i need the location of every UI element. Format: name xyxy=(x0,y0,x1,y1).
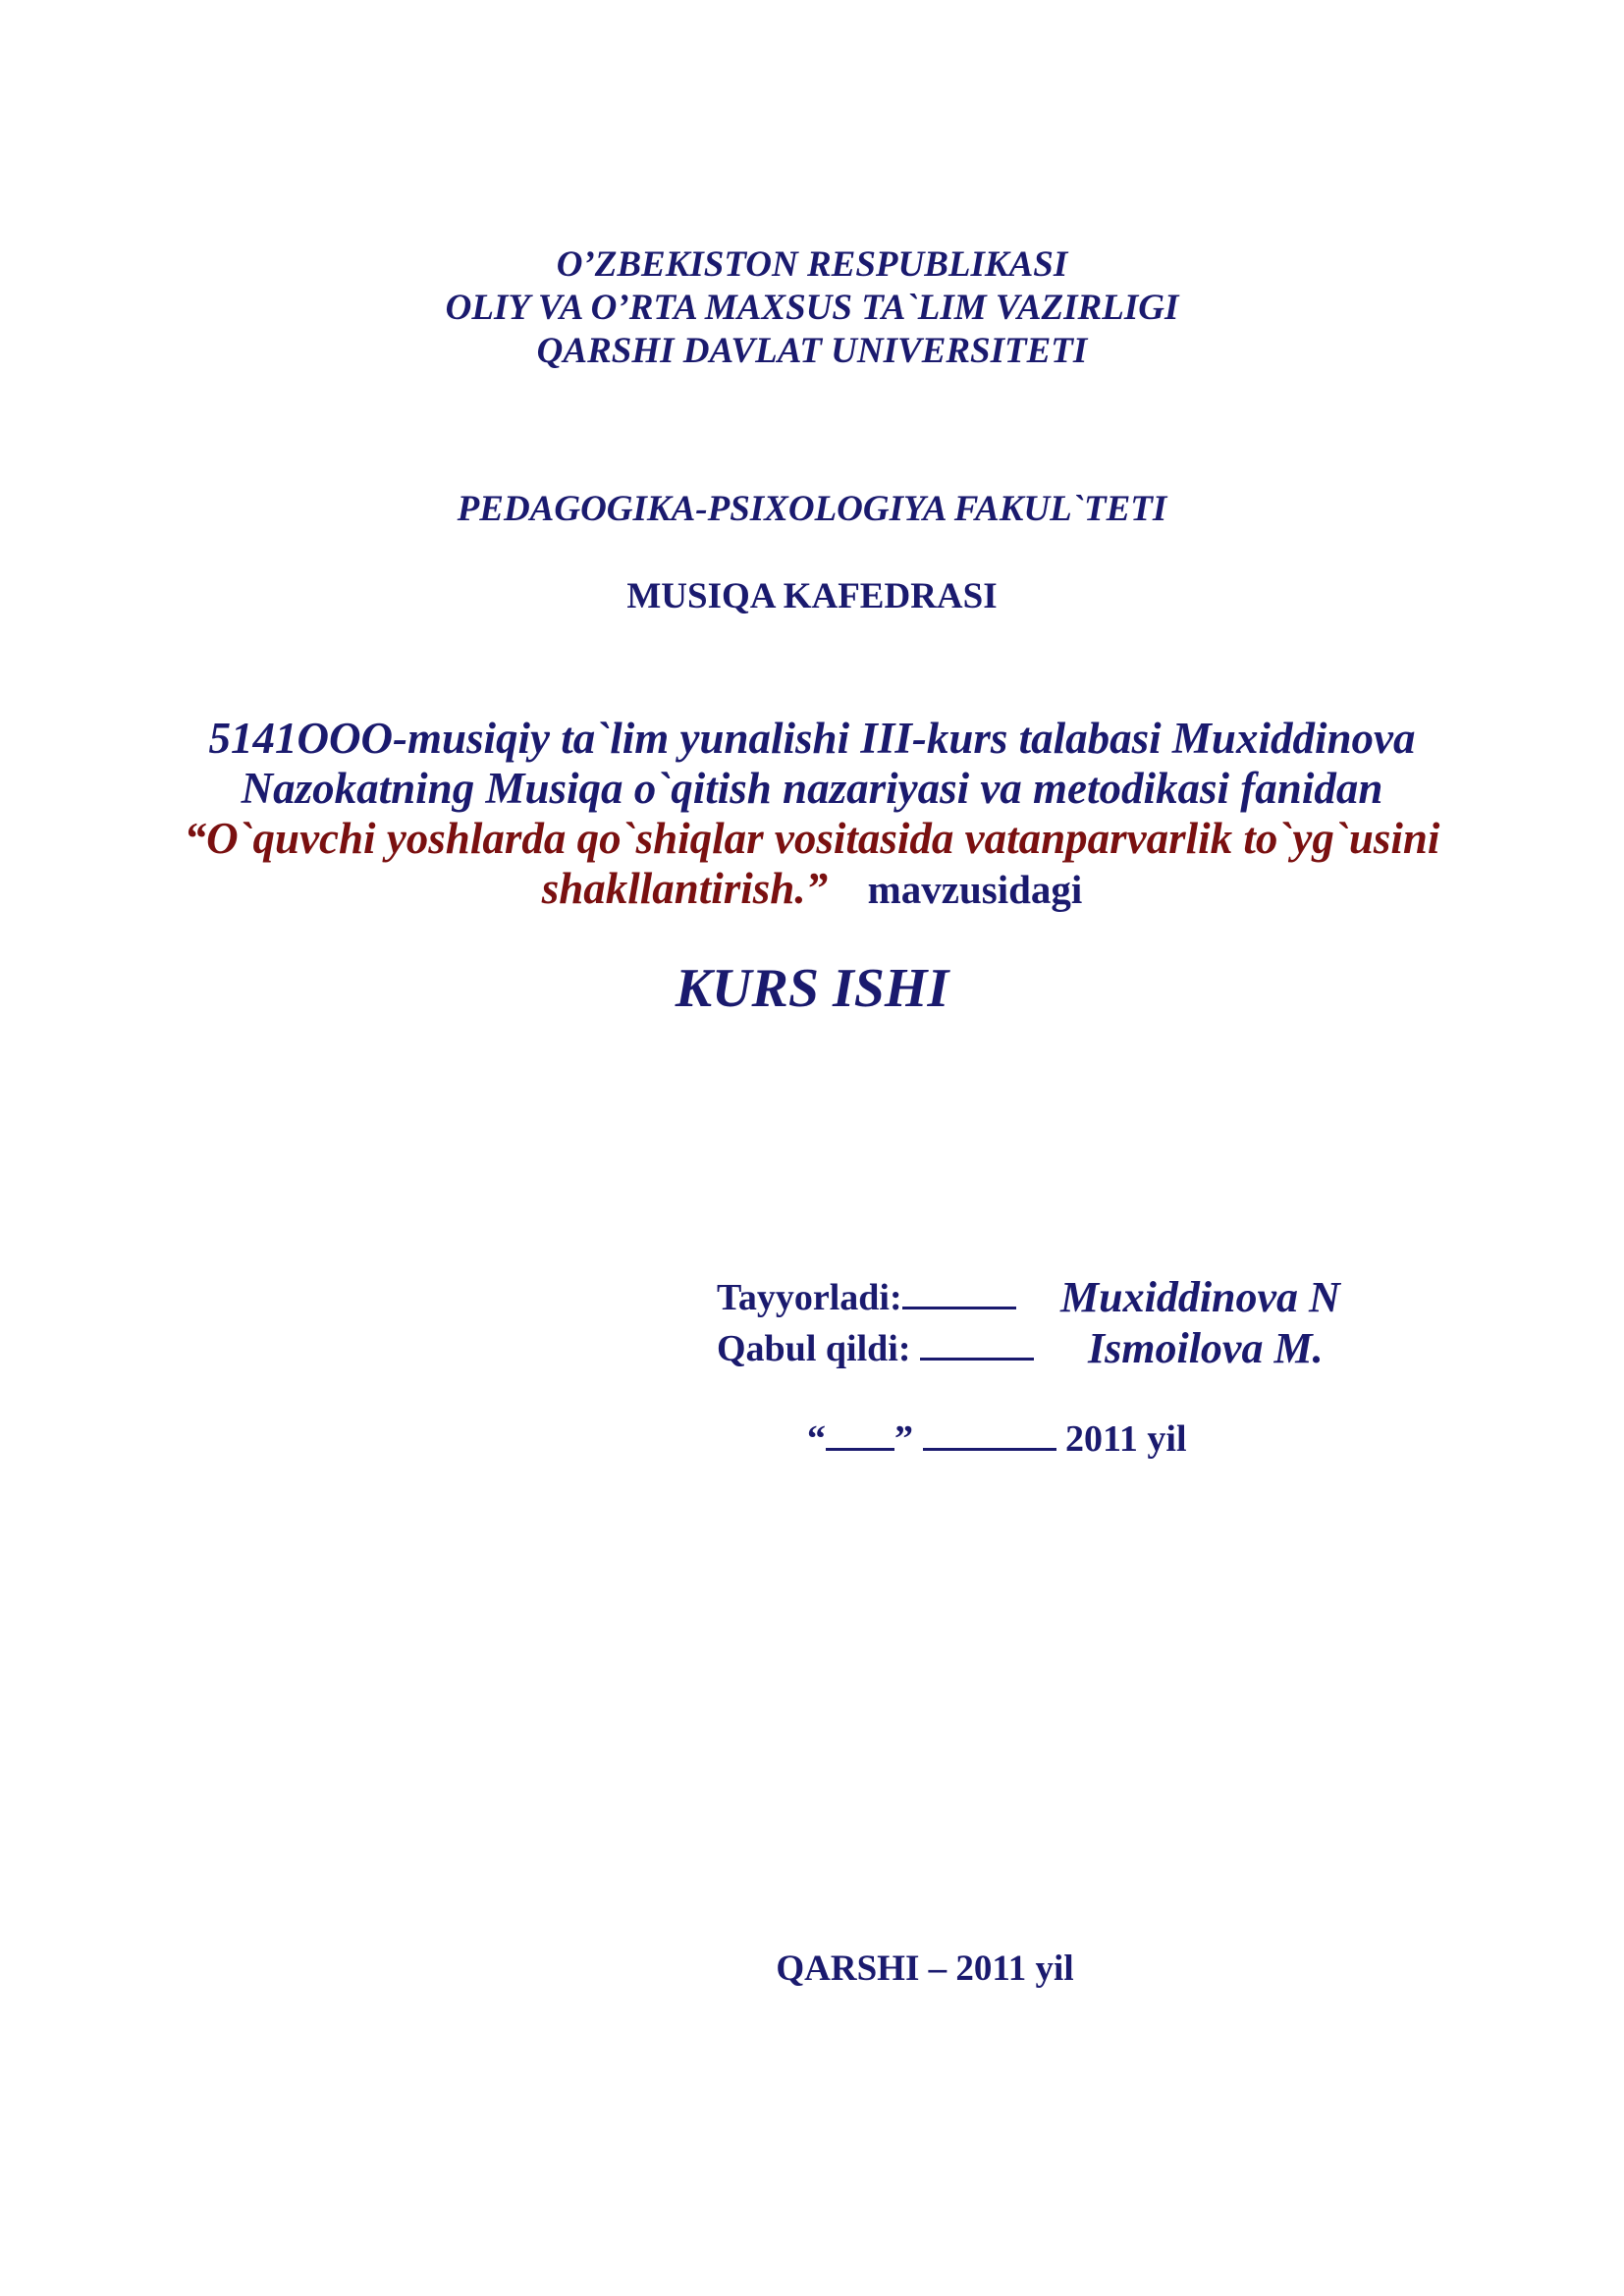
prepared-signature-blank xyxy=(902,1277,1016,1309)
topic-line-2 xyxy=(0,863,1624,914)
prepared-by-row xyxy=(717,1276,1016,1319)
prepared-name: Muxiddinova N xyxy=(1060,1273,1340,1321)
topic-line-1: “O`quvchi yoshlarda qo`shiqlar vositasida vatanparvarlik to`yg`usini xyxy=(184,814,1440,863)
date-close-quote: ” xyxy=(894,1418,913,1460)
header-ministry: OLIY VA O’RTA MAXSUS TA`LIM VAZIRLIGI xyxy=(445,288,1179,328)
accepted-signature-blank xyxy=(920,1328,1034,1361)
document-type: KURS ISHI xyxy=(675,958,949,1019)
date-open-quote: “ xyxy=(807,1418,826,1460)
accepted-by-row xyxy=(717,1327,1034,1370)
header-country: O’ZBEKISTON RESPUBLIKASI xyxy=(556,244,1068,285)
description-line-1: 5141OOO-musiqiy ta`lim yunalishi III-kurs talabasi Muxiddinova xyxy=(208,714,1416,763)
department-name: MUSIQA KAFEDRASI xyxy=(626,576,998,616)
date-row xyxy=(807,1417,1187,1461)
accepted-label: Qabul qildi: xyxy=(717,1328,911,1369)
topic-suffix: mavzusidagi xyxy=(867,867,1083,912)
accepted-name: Ismoilova M. xyxy=(1088,1324,1324,1372)
date-month-blank xyxy=(923,1418,1056,1451)
topic-line-2-text: shakllantirish.” xyxy=(541,864,829,913)
prepared-label: Tayyorladi: xyxy=(717,1277,902,1318)
date-year: 2011 yil xyxy=(1065,1418,1187,1460)
header-university: QARSHI DAVLAT UNIVERSITETI xyxy=(536,331,1088,371)
footer-city-year: QARSHI – 2011 yil xyxy=(776,1949,1074,1989)
description-line-2: Nazokatning Musiqa o`qitish nazariyasi va metodikasi fanidan xyxy=(241,764,1383,813)
faculty-name: PEDAGOGIKA-PSIXOLOGIYA FAKUL`TETI xyxy=(457,489,1167,529)
date-day-blank xyxy=(826,1418,894,1451)
